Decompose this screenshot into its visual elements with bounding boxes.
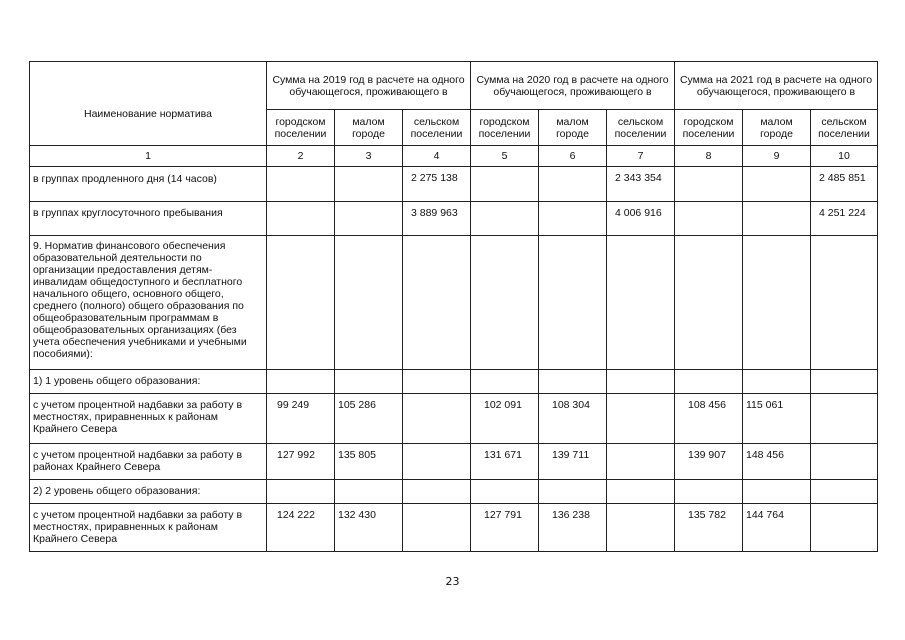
value-cell [539, 236, 607, 370]
value-cell [403, 504, 471, 552]
header-sub-small-town: малом городе [539, 110, 607, 146]
row-label: с учетом процентной надбавки за работу в районах Крайнего Севера [30, 444, 267, 480]
column-number: 4 [403, 146, 471, 167]
value-cell [335, 167, 403, 202]
value-cell [403, 394, 471, 444]
header-group-2021: Сумма на 2021 год в расчете на одного обучающегося, проживающего в [675, 62, 878, 110]
value-cell: 148 456 [743, 444, 811, 480]
header-sub-urban: городском поселении [675, 110, 743, 146]
header-sub-rural: сельском поселении [811, 110, 878, 146]
value-cell [743, 202, 811, 236]
value-cell: 108 304 [539, 394, 607, 444]
header-sub-small-town: малом городе [743, 110, 811, 146]
row-label: с учетом процентной надбавки за работу в местностях, приравненных к районам Крайнего Севера [30, 394, 267, 444]
header-name-column: Наименование норматива [30, 62, 267, 146]
value-cell [607, 236, 675, 370]
table-row [30, 202, 878, 236]
value-cell: 131 671 [471, 444, 539, 480]
value-cell: 2 275 138 [403, 167, 471, 202]
value-cell [267, 370, 335, 394]
value-cell: 4 006 916 [607, 202, 675, 236]
value-cell [743, 236, 811, 370]
column-number: 5 [471, 146, 539, 167]
value-cell: 105 286 [335, 394, 403, 444]
value-cell [471, 480, 539, 504]
value-cell: 127 992 [267, 444, 335, 480]
value-cell [335, 480, 403, 504]
value-cell [471, 167, 539, 202]
header-sub-small-town: малом городе [335, 110, 403, 146]
value-cell [403, 444, 471, 480]
value-cell [607, 370, 675, 394]
column-number: 3 [335, 146, 403, 167]
value-cell [471, 370, 539, 394]
header-group-2019: Сумма на 2019 год в расчете на одного обучающегося, проживающего в [267, 62, 471, 110]
row-label: с учетом процентной надбавки за работу в местностях, приравненных к районам Крайнего Севера [30, 504, 267, 552]
column-number-row [30, 146, 878, 167]
value-cell: 2 343 354 [607, 167, 675, 202]
value-cell [403, 236, 471, 370]
value-cell [811, 504, 878, 552]
row-label: в группах круглосуточного пребывания [30, 202, 267, 236]
table-row [30, 504, 878, 552]
value-cell [539, 370, 607, 394]
value-cell: 139 907 [675, 444, 743, 480]
table-row [30, 394, 878, 444]
value-cell: 108 456 [675, 394, 743, 444]
value-cell [539, 202, 607, 236]
value-cell: 102 091 [471, 394, 539, 444]
normatives-table [29, 61, 878, 552]
value-cell [267, 202, 335, 236]
value-cell [403, 370, 471, 394]
value-cell [267, 480, 335, 504]
value-cell [335, 370, 403, 394]
header-sub-urban: городском поселении [471, 110, 539, 146]
table-row [30, 444, 878, 480]
table-row [30, 167, 878, 202]
value-cell [675, 480, 743, 504]
value-cell [607, 480, 675, 504]
value-cell: 2 485 851 [811, 167, 878, 202]
value-cell [267, 236, 335, 370]
value-cell [743, 370, 811, 394]
value-cell [267, 167, 335, 202]
value-cell [811, 480, 878, 504]
page-number: 23 [445, 575, 460, 588]
column-number: 9 [743, 146, 811, 167]
value-cell: 124 222 [267, 504, 335, 552]
value-cell: 132 430 [335, 504, 403, 552]
value-cell [607, 394, 675, 444]
value-cell [675, 370, 743, 394]
header-row-groups [30, 62, 878, 110]
table-row [30, 370, 878, 394]
column-number: 2 [267, 146, 335, 167]
value-cell: 144 764 [743, 504, 811, 552]
value-cell [811, 444, 878, 480]
table-row [30, 236, 878, 370]
value-cell: 127 791 [471, 504, 539, 552]
value-cell [539, 480, 607, 504]
value-cell [811, 236, 878, 370]
value-cell: 136 238 [539, 504, 607, 552]
value-cell: 135 805 [335, 444, 403, 480]
value-cell: 115 061 [743, 394, 811, 444]
value-cell [743, 480, 811, 504]
value-cell [539, 167, 607, 202]
header-group-2020: Сумма на 2020 год в расчете на одного обучающегося, проживающего в [471, 62, 675, 110]
table-row [30, 480, 878, 504]
value-cell [471, 236, 539, 370]
row-label: 9. Норматив финансового обеспечения образовательной деятельности по организации предоставления детям-инвалидам общедоступного и бесплатного начального общего, основного общего, среднего (полного) общего образования по общеобразовательным программам в общеобразовательных организациях (без учета обеспечения учебниками и учебными пособиями): [30, 236, 267, 370]
value-cell [743, 167, 811, 202]
column-number: 1 [30, 146, 267, 167]
value-cell [403, 480, 471, 504]
value-cell [675, 202, 743, 236]
value-cell: 3 889 963 [403, 202, 471, 236]
row-label: 2) 2 уровень общего образования: [30, 480, 267, 504]
row-label: в группах продленного дня (14 часов) [30, 167, 267, 202]
value-cell [675, 236, 743, 370]
value-cell: 135 782 [675, 504, 743, 552]
value-cell: 4 251 224 [811, 202, 878, 236]
value-cell: 99 249 [267, 394, 335, 444]
value-cell [335, 236, 403, 370]
column-number: 10 [811, 146, 878, 167]
header-sub-rural: сельском поселении [403, 110, 471, 146]
value-cell [607, 444, 675, 480]
header-sub-urban: городском поселении [267, 110, 335, 146]
value-cell [335, 202, 403, 236]
value-cell [607, 504, 675, 552]
value-cell [811, 394, 878, 444]
column-number: 6 [539, 146, 607, 167]
value-cell [675, 167, 743, 202]
header-sub-rural: сельском поселении [607, 110, 675, 146]
column-number: 7 [607, 146, 675, 167]
value-cell [471, 202, 539, 236]
row-label: 1) 1 уровень общего образования: [30, 370, 267, 394]
value-cell [811, 370, 878, 394]
value-cell: 139 711 [539, 444, 607, 480]
column-number: 8 [675, 146, 743, 167]
